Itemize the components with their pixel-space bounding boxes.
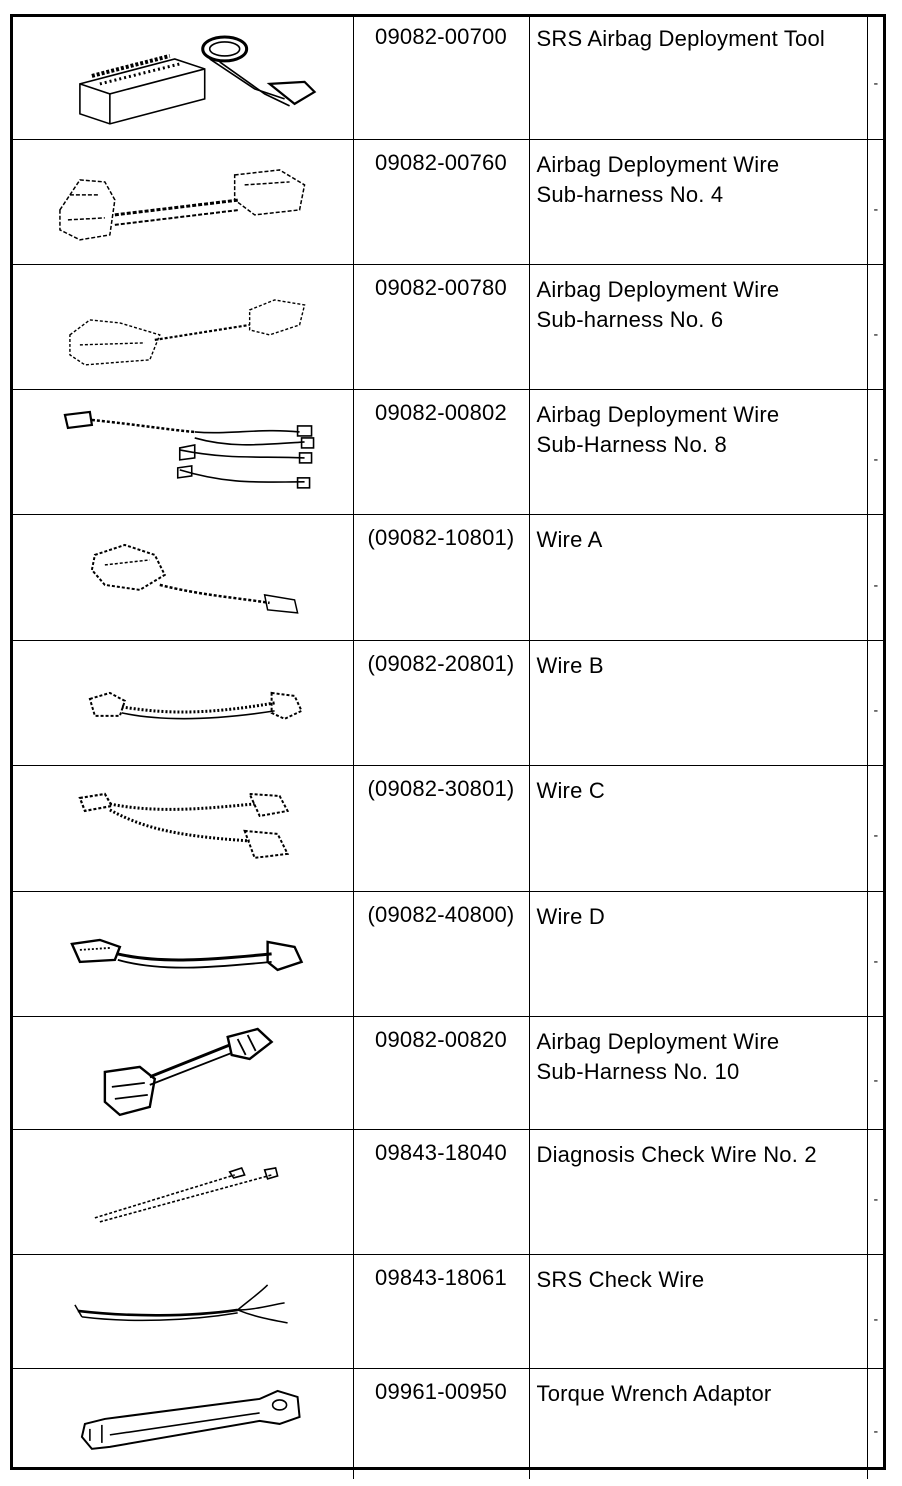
- remark: -: [873, 1422, 879, 1439]
- part-number: (09082-10801): [353, 515, 529, 641]
- tool-name-line: Airbag Deployment Wire: [536, 402, 780, 428]
- remark: -: [873, 1190, 879, 1207]
- tool-name-line: Wire C: [536, 777, 605, 803]
- table-frame: [10, 14, 886, 1470]
- remark: -: [873, 200, 879, 217]
- part-number: 09843-18040: [353, 1130, 529, 1255]
- part-number: (09082-30801): [353, 765, 529, 891]
- remark: -: [873, 826, 879, 843]
- remark: -: [873, 576, 879, 593]
- tool-name-line: Diagnosis Check Wire No. 2: [536, 1142, 817, 1168]
- tool-name-line: Sub-Harness No. 10: [536, 1058, 740, 1084]
- tool-name-line: Sub-harness No. 6: [536, 306, 724, 332]
- remark: -: [873, 450, 879, 467]
- part-number: 09082-00802: [353, 390, 529, 515]
- part-number: 09843-18061: [353, 1255, 529, 1369]
- part-number: (09082-20801): [353, 641, 529, 766]
- tool-name-line: Wire A: [536, 527, 603, 553]
- part-number: 09082-00820: [353, 1016, 529, 1130]
- part-number: (09082-40800): [353, 891, 529, 1016]
- tool-name-line: Wire D: [536, 903, 605, 929]
- tool-name-line: SRS Check Wire: [536, 1267, 705, 1293]
- tool-name-line: Airbag Deployment Wire: [536, 1028, 780, 1054]
- tool-name-line: Sub-harness No. 4: [536, 181, 724, 207]
- remark: -: [873, 701, 879, 718]
- remark: -: [873, 74, 879, 91]
- part-number: 09082-00760: [353, 139, 529, 264]
- part-number: 09082-00700: [353, 14, 529, 139]
- part-number: 09082-00780: [353, 264, 529, 390]
- tool-name-line: Airbag Deployment Wire: [536, 151, 780, 177]
- remark: -: [873, 1071, 879, 1088]
- tool-name-line: SRS Airbag Deployment Tool: [536, 26, 826, 51]
- tool-name-line: Airbag Deployment Wire: [536, 276, 780, 302]
- tool-name-line: Torque Wrench Adaptor: [536, 1380, 772, 1406]
- part-number: 09961-00950: [353, 1368, 529, 1478]
- tool-name-line: Wire B: [536, 653, 604, 679]
- remark: -: [873, 325, 879, 342]
- remark: -: [873, 951, 879, 968]
- tool-name-line: Sub-Harness No. 8: [536, 432, 727, 458]
- remark: -: [873, 1309, 879, 1326]
